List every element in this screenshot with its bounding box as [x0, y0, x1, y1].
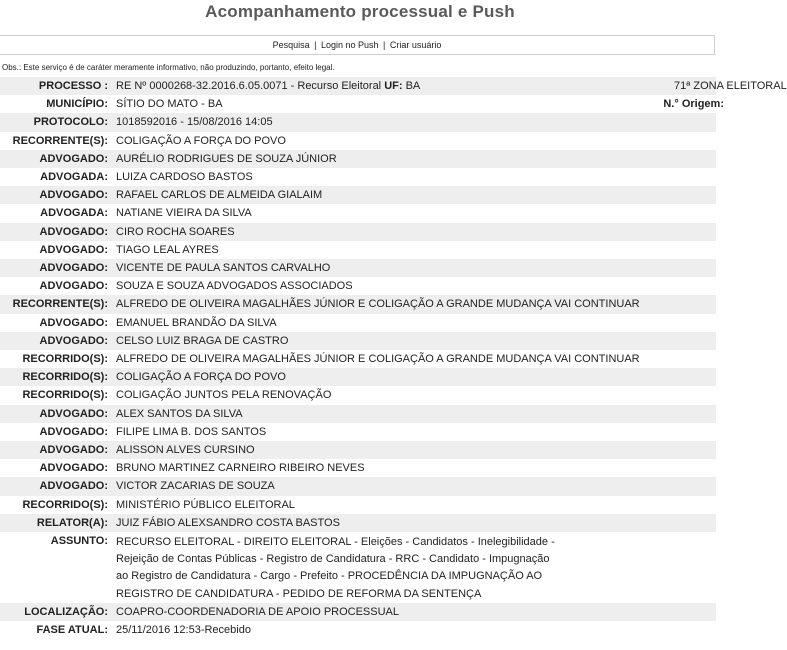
- advogado-value: EMANUEL BRANDÃO DA SILVA: [114, 314, 716, 332]
- uf-label: UF:: [384, 80, 403, 92]
- zona-eleitoral: 71ª ZONA ELEITORAL: [674, 80, 787, 92]
- fase-atual-row: [0, 621, 716, 639]
- advogado-row: [0, 332, 716, 350]
- recorrente-row: [0, 295, 716, 313]
- recorrido-value: COLIGAÇÃO JUNTOS PELA RENOVAÇÃO: [114, 386, 716, 404]
- advogado-value: ALISSON ALVES CURSINO: [114, 441, 716, 459]
- advogado-label: ADVOGADO:: [0, 150, 114, 168]
- fase-atual-value: 25/11/2016 12:53-Recebido: [114, 621, 716, 639]
- uf-value: BA: [405, 80, 421, 92]
- recorrido-label: RECORRIDO(S):: [0, 496, 114, 514]
- advogado-label: ADVOGADO:: [0, 423, 114, 441]
- advogado-row: [0, 314, 716, 332]
- localizacao-row: [0, 603, 716, 621]
- advogado-value: FILIPE LIMA B. DOS SANTOS: [114, 423, 716, 441]
- recorrente-label: RECORRENTE(S):: [0, 132, 114, 150]
- advogado-label: ADVOGADO:: [0, 477, 114, 495]
- advogado-label: ADVOGADA:: [0, 204, 114, 222]
- advogado-value: LUIZA CARDOSO BASTOS: [114, 168, 716, 186]
- advogado-row: [0, 277, 716, 295]
- advogado-row: [0, 168, 716, 186]
- protocolo-row: [0, 113, 716, 131]
- recorrido-row: [0, 496, 716, 514]
- advogado-row: [0, 405, 716, 423]
- recorrente-row: [0, 132, 716, 150]
- origem-label: N.° Origem:: [663, 98, 724, 111]
- advogado-label: ADVOGADO:: [0, 277, 114, 295]
- relator-row: [0, 514, 716, 532]
- recorrente-value: COLIGAÇÃO A FORÇA DO POVO: [114, 132, 716, 150]
- recorrente-label: RECORRENTE(S):: [0, 295, 114, 313]
- advogado-label: ADVOGADO:: [0, 223, 114, 241]
- link-separator: |: [383, 40, 386, 50]
- assunto-label: ASSUNTO:: [0, 532, 114, 603]
- recorrido-label: RECORRIDO(S):: [0, 386, 114, 404]
- page-title: Acompanhamento processual e Push: [205, 2, 515, 21]
- protocolo-value: 1018592016 - 15/08/2016 14:05: [114, 113, 716, 131]
- processo-row: [0, 77, 716, 95]
- recorrido-value: ALFREDO DE OLIVEIRA MAGALHÃES JÚNIOR E COLIGAÇÃO A GRANDE MUDANÇA VAI CONTINUAR: [114, 350, 716, 368]
- recorrido-row: [0, 350, 716, 368]
- advogado-value: CIRO ROCHA SOARES: [114, 223, 716, 241]
- advogado-value: VICTOR ZACARIAS DE SOUZA: [114, 477, 716, 495]
- link-bar: [0, 35, 715, 55]
- relator-label: RELATOR(A):: [0, 514, 114, 532]
- advogado-row: [0, 241, 716, 259]
- advogado-label: ADVOGADO:: [0, 405, 114, 423]
- recorrido-value: MINISTÉRIO PÚBLICO ELEITORAL: [114, 496, 716, 514]
- municipio-label: MUNICÍPIO:: [0, 95, 114, 113]
- advogado-label: ADVOGADO:: [0, 259, 114, 277]
- advogado-label: ADVOGADO:: [0, 186, 114, 204]
- recorrido-label: RECORRIDO(S):: [0, 350, 114, 368]
- advogado-label: ADVOGADO:: [0, 314, 114, 332]
- recorrido-label: RECORRIDO(S):: [0, 368, 114, 386]
- advogado-row: [0, 186, 716, 204]
- advogado-label: ADVOGADO:: [0, 459, 114, 477]
- advogado-value: TIAGO LEAL AYRES: [114, 241, 716, 259]
- link-separator: |: [314, 40, 317, 50]
- advogado-value: VICENTE DE PAULA SANTOS CARVALHO: [114, 259, 716, 277]
- processo-value: RE Nº 0000268-32.2016.6.05.0071 - Recurso Eleitoral: [116, 80, 382, 92]
- advogado-value: CELSO LUIZ BRAGA DE CASTRO: [114, 332, 716, 350]
- recorrente-value: ALFREDO DE OLIVEIRA MAGALHÃES JÚNIOR E COLIGAÇÃO A GRANDE MUDANÇA VAI CONTINUAR: [114, 295, 716, 313]
- advogado-value: NATIANE VIEIRA DA SILVA: [114, 204, 716, 222]
- advogado-row: [0, 223, 716, 241]
- advogado-row: [0, 150, 716, 168]
- protocolo-label: PROTOCOLO:: [0, 113, 114, 131]
- municipio-row: [0, 95, 716, 113]
- advogado-label: ADVOGADO:: [0, 332, 114, 350]
- login-push-link[interactable]: Login no Push: [320, 40, 379, 50]
- assunto-value: RECURSO ELEITORAL - DIREITO ELEITORAL - Eleições - Candidatos - Inelegibilidade - Rejeição de Contas Públicas - Registro de Candidatura - RRC - Candidato - Impugnação ao Registro de Candidatura - Cargo - Prefeito - PROCEDÊNCIA DA IMPUGNAÇÃO AO REGISTRO DE CANDIDATURA - PEDIDO DE REFORMA DA SENTENÇA: [114, 532, 716, 603]
- pesquisa-link[interactable]: Pesquisa: [272, 40, 310, 50]
- advogado-value: AURÉLIO RODRIGUES DE SOUZA JÚNIOR: [114, 150, 716, 168]
- advogado-row: [0, 441, 716, 459]
- advogado-label: ADVOGADO:: [0, 441, 114, 459]
- municipio-value: SÍTIO DO MATO - BA: [116, 98, 223, 111]
- advogado-row: [0, 423, 716, 441]
- criar-usuario-link[interactable]: Criar usuário: [389, 40, 442, 50]
- advogado-value: RAFAEL CARLOS DE ALMEIDA GIALAIM: [114, 186, 716, 204]
- obs-note: Obs.: Este serviço é de caráter meramente informativo, não produzindo, portanto, efeito legal.: [2, 63, 335, 72]
- processo-label: PROCESSO :: [0, 77, 114, 95]
- advogado-label: ADVOGADA:: [0, 168, 114, 186]
- advogado-value: BRUNO MARTINEZ CARNEIRO RIBEIRO NEVES: [114, 459, 716, 477]
- advogado-label: ADVOGADO:: [0, 241, 114, 259]
- advogado-row: [0, 259, 716, 277]
- advogado-value: ALEX SANTOS DA SILVA: [114, 405, 716, 423]
- fase-atual-label: FASE ATUAL:: [0, 621, 114, 639]
- advogado-row: [0, 477, 716, 495]
- recorrido-row: [0, 386, 716, 404]
- advogado-value: SOUZA E SOUZA ADVOGADOS ASSOCIADOS: [114, 277, 716, 295]
- recorrido-value: COLIGAÇÃO A FORÇA DO POVO: [114, 368, 716, 386]
- localizacao-label: LOCALIZAÇÃO:: [0, 603, 114, 621]
- assunto-row: [0, 532, 716, 603]
- relator-value: JUIZ FÁBIO ALEXSANDRO COSTA BASTOS: [114, 514, 716, 532]
- recorrido-row: [0, 368, 716, 386]
- localizacao-value: COAPRO-COORDENADORIA DE APOIO PROCESSUAL: [114, 603, 716, 621]
- advogado-row: [0, 459, 716, 477]
- process-table: [0, 77, 787, 639]
- advogado-row: [0, 204, 716, 222]
